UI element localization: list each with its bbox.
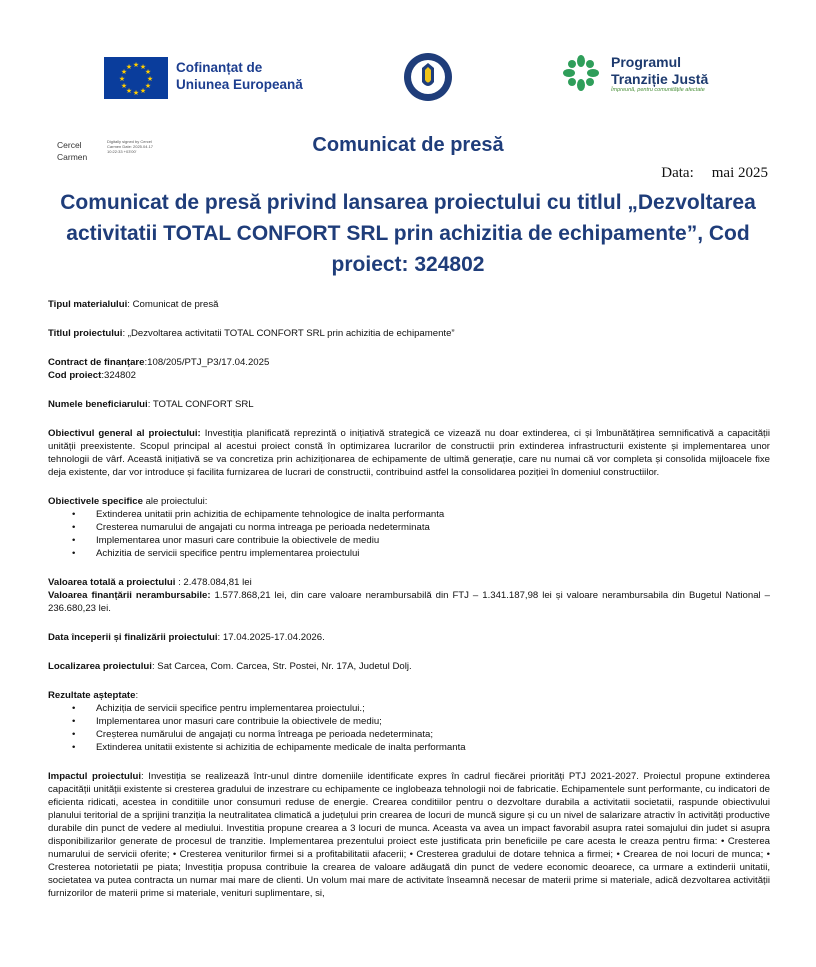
project-dates: Data începerii și finalizării proiectului: 17.04.2025-17.04.2026. (48, 632, 325, 643)
list-item: • Achizitia de servicii specifice pentru implementarea proiectului (48, 547, 770, 560)
value-nerambursabil: Valoarea finanțării nerambursabile: 1.577.868,21 lei, din care valoare nerambursabilă din FTJ – 1.341.187,98 lei și valoare nerambursabila din Bugetul National – 236.680,23 lei. (48, 590, 770, 614)
objectives-specific-list (48, 508, 770, 560)
project-impact: Impactul proiectului: Investiția se realizează într-unul dintre domeniile identificate expres în cadrul fiecărei priorități PTJ 2021-2027. Proiectul propune extinderea capacității unității existente si cresterea gradului de inzestrare cu echipamente ce inglobeaza tehnologii noi de fabricatie. Echipamentele sunt performante, cu indicatori de eficienta ridicati, acestea in conditiile unor consumuri reduse de energie. Crearea conditiilor pentru o dezvoltare durabila a activitatii societatii, raspunde obiectivului planului teritorial de a sprijini tranziția la neutralitatea climatică a județului prin crearea de locuri de muncă sigure și cu un nivel de salarizare atractiv în activități productive durabile din punct de vedere al mediului. Investitia propune crearea a 3 locuri de munca. Aceasta va avea un impact favorabil asupra ratei somajului din judet si asupra disponibilizarilor generate de procesul de tranzitie. Implementarea prezentului proiect este justificata prin beneficiile pe care acesta le creaza pentru firma: • Cresterea numarului de servicii oferite; • Cresterea veniturilor firmei si a profitabilitatii afacerii; • Cresterea gradului de dotare tehnica a firmei; • Crearea de noi locuri de munca; • Cresterea notorietatii pe piata; Investiția propusa contribuie la crearea de valoare adăugată din punct de vedere economic deoarece, ca urmare a extinderii unitatii, societatea va putea contracta un numar mai mare de clienti. Un volum mai mare de activitate înseamnă necesar de materii prime si materiale, adică dezvoltarea activității furnizorilor de materii prime si materiale, venituri suplimentare, si, (48, 771, 770, 899)
svg-text:★: ★ (144, 82, 152, 90)
ptj-flower-logo-icon (562, 54, 600, 92)
field-contract: Contract de finanțare:108/205/PTJ_P3/17.04.2025 (48, 357, 270, 368)
ptj-program-name: Programul Tranziție Justă (611, 54, 709, 87)
document-body (48, 298, 770, 900)
svg-text:★: ★ (120, 68, 128, 76)
signature-name: Cercel Carmen (57, 140, 88, 162)
list-item: • Achiziția de servicii specifice pentru implementarea proiectului.; (48, 702, 770, 715)
list-item: • Implementarea unor masuri care contribuie la obiectivele de mediu (48, 534, 770, 547)
field-titlul: Titlul proiectului: „Dezvoltarea activitatii TOTAL CONFORT SRL prin achizitia de echipamente” (48, 328, 455, 339)
value-total: Valoarea totală a proiectului : 2.478.084,81 lei (48, 577, 252, 588)
results-list (48, 702, 770, 754)
list-item: • Cresterea numarului de angajati cu norma intreaga pe perioada nedeterminata (48, 521, 770, 534)
list-item: • Creșterea numărului de angajați cu norma întreaga pe perioada nedeterminata; (48, 728, 770, 741)
svg-text:★: ★ (146, 75, 154, 83)
date-line (661, 165, 768, 182)
list-item: • Extinderea unitatii prin achizitia de echipamente tehnologice de inalta performanta (48, 508, 770, 521)
date-value: mai 2025 (711, 165, 768, 181)
romanian-government-seal-icon (403, 52, 453, 102)
ptj-tagline: Împreună, pentru comunitățile afectate (611, 87, 705, 93)
objective-general: Obiectivul general al proiectului: Investiția planificată reprezintă o inițiativă strategică ce vizează nu doar extinderea, ci și îmbunătățirea semnificativă a capacității unității preexistente. Scopul principal al acestui proiect constă în optimizarea lucrarilor de constructii prin extinderea infrastructurii existente și implementarea unor tehnologii de vârf. Această inițiativă se va concretiza prin achiziționarea de echipamente de ultimă generație, care nu numai că vor completa și consolida mijloacele fixe deja existente, dar vor introduce și facilita furnizarea de lucrari de constructii, contribuind astfel la consolidarea poziției în domeniul constructiilor. (48, 428, 770, 478)
list-item: • Extinderea unitatii existente si achizitia de echipamente medicale de inalta performanta (48, 741, 770, 754)
field-cod: Cod proiect:324802 (48, 370, 136, 381)
date-label: Data: (661, 165, 694, 181)
main-heading: Comunicat de presă privind lansarea proiectului cu titlul „Dezvoltarea activitatii TOTAL CONFORT SRL prin achizitia de echipamente”, Cod proiect: 324802 (60, 191, 756, 276)
svg-text:★: ★ (120, 82, 128, 90)
project-location: Localizarea proiectului: Sat Carcea, Com. Carcea, Str. Postei, Nr. 17A, Judetul Dolj. (48, 661, 412, 672)
list-item: • Implementarea unor masuri care contribuie la obiectivele de mediu; (48, 715, 770, 728)
svg-text:★: ★ (132, 61, 140, 69)
svg-text:★: ★ (139, 63, 147, 71)
eu-flag-logo (104, 57, 168, 99)
svg-text:★: ★ (125, 87, 133, 95)
objectives-specific-heading: Obiectivele specifice ale proiectului: (48, 496, 208, 507)
svg-text:★: ★ (118, 75, 126, 83)
eu-stars-icon (104, 57, 168, 99)
eu-cofinanced-label: Cofinanțat de Uniunea Europeană (176, 60, 303, 92)
field-beneficiar: Numele beneficiarului: TOTAL CONFORT SRL (48, 399, 254, 410)
page-title: Comunicat de presă (312, 134, 504, 156)
field-tipul: Tipul materialului: Comunicat de presă (48, 299, 219, 310)
digital-signature-details: Digitally signed by Cercel Carmen Date: 2025.04.17 10:22:33 +03'00' (107, 139, 154, 154)
svg-text:★: ★ (132, 89, 140, 97)
svg-text:★: ★ (125, 63, 133, 71)
results-heading: Rezultate așteptate: (48, 690, 139, 701)
svg-text:★: ★ (144, 68, 152, 76)
svg-text:★: ★ (139, 87, 147, 95)
